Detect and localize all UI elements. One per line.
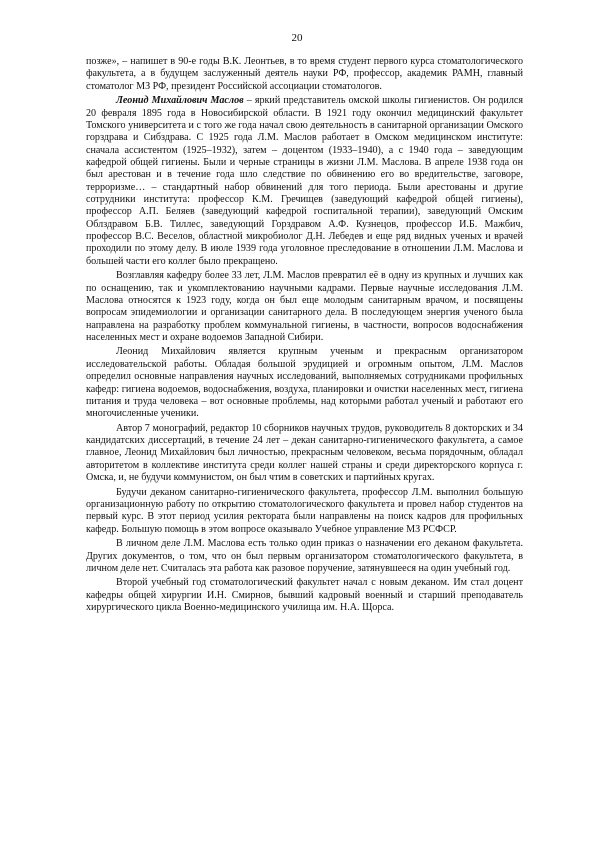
paragraph-text: позже», – напишет в 90-е годы В.К. Леонтьев, в то время студент первого курса стоматологического факультета, а в будущем заслуженный деятель науки РФ, профессор, академик РАМН, главный стоматолог МЗ РФ, президент Российской ассоциации стоматологов. xyxy=(86,56,523,92)
paragraph xyxy=(86,538,523,575)
paragraph xyxy=(86,56,523,93)
page-number: 20 xyxy=(291,32,303,44)
paragraph xyxy=(86,423,523,485)
paragraph xyxy=(86,270,523,344)
paragraph xyxy=(86,95,523,268)
person-name-heading: Леонид Михайлович Маслов xyxy=(116,95,244,107)
paragraph-text: Автор 7 монографий, редактор 10 сборников научных трудов, руководитель 8 докторских и 34 кандидатских диссертаций, в течение 24 лет – декан санитарно-гигиенического факультета, а самое главное, Леонид Михайлович был личностью, прекрасным человеком, весьма порядочным, обладал авторитетом в коллективе института среди коллег нашей страны и среди директорского корпуса г. Омска, и, не будучи коммунистом, он был чтим в советских и партийных кругах. xyxy=(86,422,523,484)
paragraph-text: Леонид Михайлович является крупным ученым и прекрасным организатором исследовательской работы. Обладая большой эрудицией и огромным опытом, Л.М. Маслов определил основные направления научных исследований, выполняемых сотрудниками профильных кафедр: гигиена водоемов, водоснабжения, воздуха, планировки и очистки населенных мест, гигиена питания и труда человека – вот основные проблемы, над которыми работал ученый и работают его многочисленные ученики. xyxy=(86,346,523,420)
paragraph xyxy=(86,577,523,614)
paragraph-text: – яркий представитель омской школы гигиенистов. Он родился 20 февраля 1895 года в Новосибирской области. В 1921 году окончил медицинский факультет Томского университета и с того же года начал свою деятельность в санитарной организации Омского горздрава и Сибздрава. С 1925 года Л.М. Маслов работает в Омском медицинском институте: сначала ассистентом (1925–1932), затем – доцентом (1933–1940), а с 1940 года – заведующим кафедрой общей гигиены. Были и черные страницы в жизни Л.М. Маслова. В апреле 1938 года он был арестован и в течение года шло следствие по обвинению его во вредительстве, заговоре, терроризме… – стандартный набор обвинений для того периода. Были арестованы и другие сотрудники института: профессор К.М. Гречищев (заведующий кафедрой общей гигиены), профессор А.П. Беляев (заведующий кафедрой госпитальной терапии), заведующий Омским Облздравом Б.В. Тиллес, заведующий Горздравом А.Ф. Кузнецов, профессор И.Б. Мажбич, профессор В.С. Веселов, областной микробиолог Д.Н. Лебедев и еще ряд видных ученых и врачей проходили по этому делу. В июле 1939 года уголовное преследование в отношении Л.М. Маслова и большей части его коллег было прекращено. xyxy=(86,95,523,267)
paragraph-text: Второй учебный год стоматологический факультет начал с новым деканом. Им стал доцент кафедры общей хирургии И.Н. Смирнов, бывший кадровый военный и старший преподаватель хирургического цикла Военно-медицинского училища им. Н.А. Щорса. xyxy=(86,577,523,614)
body-text xyxy=(86,56,523,617)
paragraph xyxy=(86,487,523,536)
paragraph-text: Возглавляя кафедру более 33 лет, Л.М. Маслов превратил её в одну из крупных и лучших как по оснащению, так и укомплектованию научными кадрами. Первые научные исследования Л.М. Маслова относятся к 1923 году, когда он был еще молодым санитарным врачом, и посвящены вопросам эпидемиологии и организации санитарного дела. В последующем энергия ученого была направлена на разработку проблем коммунальной гигиены, в частности, вопросов водоснабжения населенных мест и охране водоемов Западной Сибири. xyxy=(86,270,523,343)
paragraph xyxy=(86,346,523,420)
paragraph-text: В личном деле Л.М. Маслова есть только один приказ о назначении его деканом факультета. Других документов, о том, что он был первым организатором стоматологического факультета, в личном деле нет. Считалась эта работа как разовое поручение, затянувшееся на один учебный год. xyxy=(86,538,523,574)
paragraph-text: Будучи деканом санитарно-гигиенического факультета, профессор Л.М. выполнил большую организационную работу по открытию стоматологического факультета и провел набор студентов на первый курс. В этот период усилия ректората были направлены на поиск кадров для профильных кафедр. Большую помощь в этом вопросе оказывало Учебное управление МЗ РСФСР. xyxy=(86,486,523,535)
